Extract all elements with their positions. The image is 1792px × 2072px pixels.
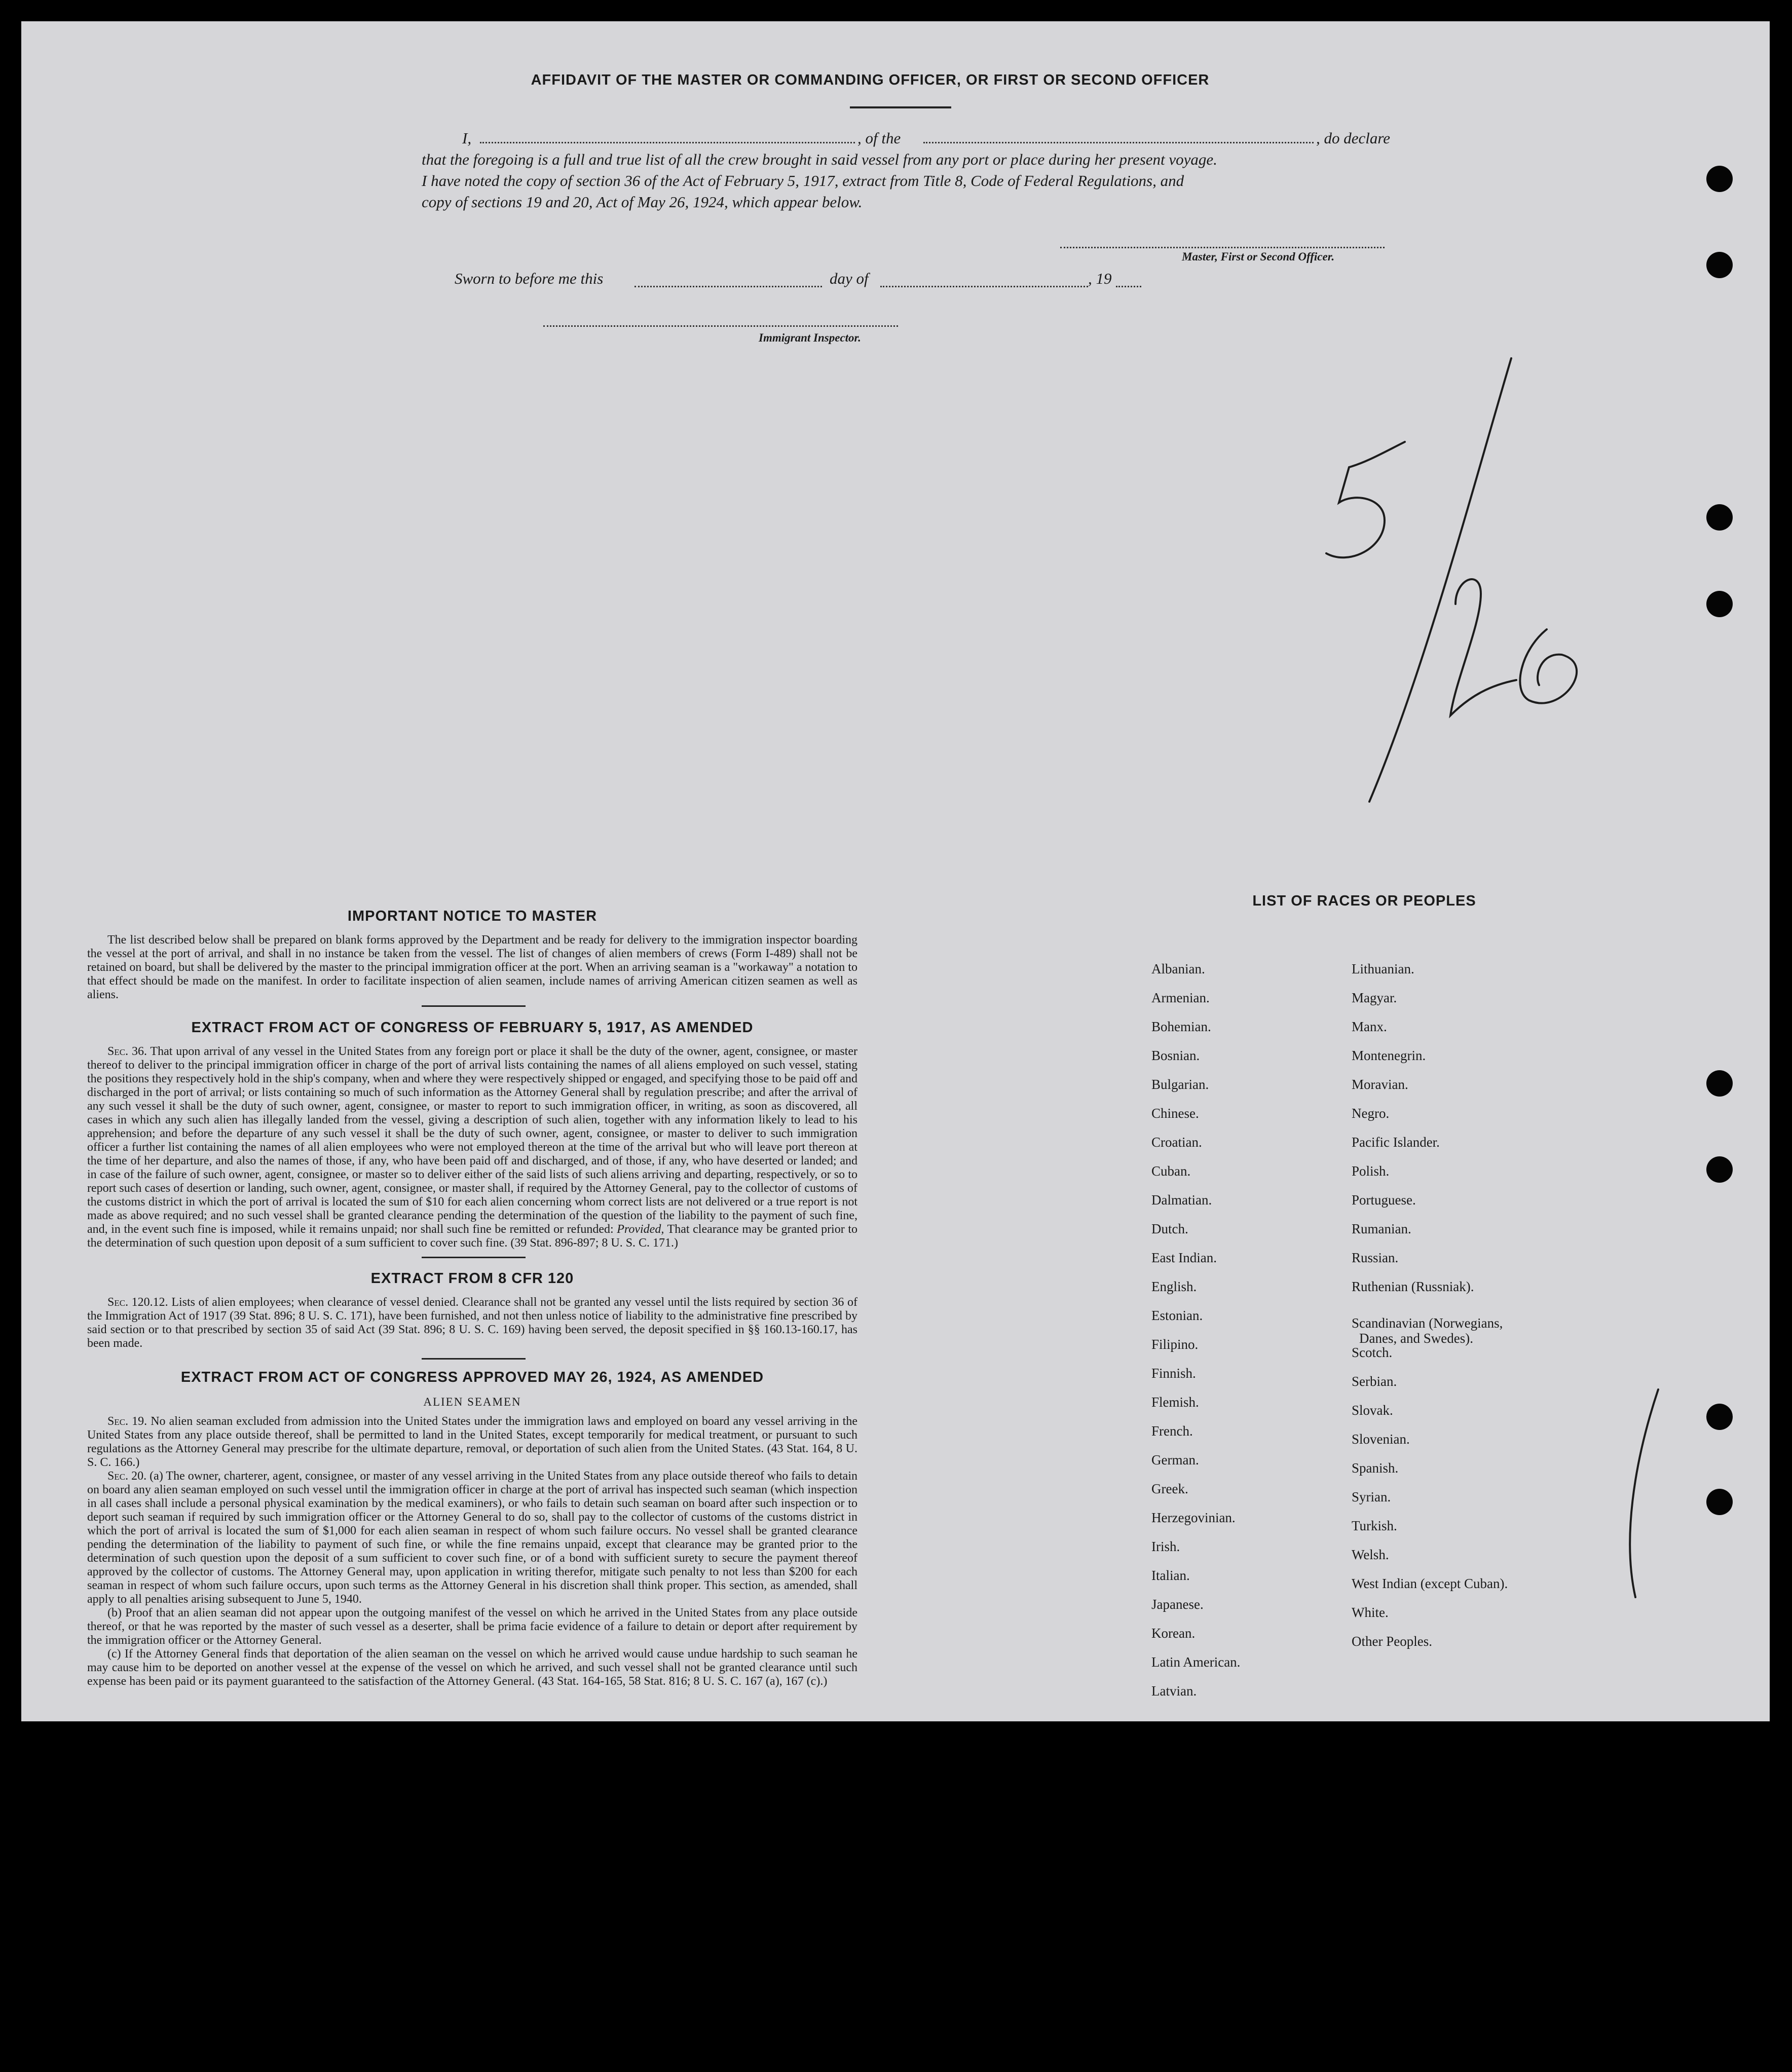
sworn-label: Sworn to before me this bbox=[455, 270, 604, 287]
race-item: Pacific Islander. bbox=[1352, 1135, 1440, 1150]
handwritten-6 bbox=[1520, 629, 1577, 703]
sec120-label: Sec. 120.12. bbox=[107, 1296, 168, 1309]
sec20c-text: (c) If the Attorney General finds that deportation of the alien seaman on the vessel on which he arrived would cause undue hardship to such seaman he may cause him to be deported on another vessel at the expense of the vessel on which he arrived, and such vessel shall not be granted clearance until such expense has been paid or its payment guaranteed to the satisfaction of the Attorney General. (43 Stat. 164-165, 58 Stat. 816; 8 U. S. C. 167 (a), 167 (c).) bbox=[87, 1647, 857, 1688]
day-of-label: day of bbox=[830, 270, 869, 287]
race-item: Irish. bbox=[1151, 1539, 1180, 1554]
provided-label: Provided, bbox=[617, 1223, 664, 1236]
sec36-text: That upon arrival of any vessel in the United States from any foreign port or place it shall be the duty of the owner, agent, consignee, or master thereof to deliver to the principal immigration officer in charge of the port of arrival lists containing the names of all aliens employed on such vessel, stating the positions they respectively hold in the ship's company, when and where they were respectively shipped or engaged, and specifying those to be paid off and discharged in the port of arrival; or lists containing so much of such information as the Attorney General shall by regulation prescribe; and after the arrival of any such vessel it shall be the duty of such owner, agent, consignee, or master to report to such immigration officer, in writing, as soon as discovered, all cases in which any such alien has illegally landed from the vessel, giving a description of such alien, together with any information likely to lead to his apprehension; and before the departure of any such vessel it shall be the duty of such owner, agent, consignee, or master to deliver to such immigration officer a further list containing the names of all alien employees who were not employed thereon at the time of the arrival but who will leave port thereon at the time of her departure, and also the names of those, if any, who have been paid off and discharged, and of those, if any, who have deserted or landed; and in case of the failure of such owner, agent, consignee, or master so to deliver either of the said lists of such aliens arriving and departing, respectively, or so to report such cases of desertion or landing, such owner, agent, consignee, or master shall, if required by the Attorney General, pay to the collector of customs of the customs district in which the port of arrival is located the sum of $10 for each alien concerning whom correct lists are not delivered or a true report is not made as above required; and no such vessel shall be granted clearance pending the determination of the question of the liability to the payment of such fine, and, in the event such fine is imposed, while it remains unpaid; nor shall such fine be remitted or refunded: bbox=[87, 1045, 857, 1236]
extract-1917-title: EXTRACT FROM ACT OF CONGRESS OF FEBRUARY 5, 1917, AS AMENDED bbox=[191, 1020, 754, 1036]
race-item: Flemish. bbox=[1151, 1395, 1199, 1410]
handwritten-margin-stroke bbox=[1630, 1389, 1658, 1597]
race-item: Russian. bbox=[1352, 1250, 1399, 1265]
year-label: , 19 bbox=[1088, 270, 1112, 287]
document-page bbox=[21, 21, 1770, 1721]
sec120-text: Lists of alien employees; when clearance of vessel denied. Clearance shall not be granted any vessel until the lists required by section 36 of the Immigration Act of 1917 (39 Stat. 896; 8 U. S. C. 171), have been furnished, and not then unless notice of liability to the administrative fine prescribed by said section or to that prescribed by section 35 of said Act (39 Stat. 896; 8 U. S. C. 169) having been served, the deposit specified in §§ 160.13-160.17, has been made. bbox=[87, 1296, 857, 1350]
races-title: LIST OF RACES OR PEOPLES bbox=[1252, 893, 1476, 909]
binder-hole bbox=[1706, 504, 1733, 531]
extract-1924-title: EXTRACT FROM ACT OF CONGRESS APPROVED MAY 26, 1924, AS AMENDED bbox=[180, 1369, 764, 1385]
affidavit-line1: that the foregoing is a full and true list of all the crew brought in said vessel from any port or place during her present voyage. bbox=[422, 150, 1217, 168]
race-item: Bulgarian. bbox=[1151, 1077, 1209, 1092]
race-item: Spanish. bbox=[1352, 1460, 1399, 1476]
handwriting-text: 5/26 bbox=[21, 21, 22, 22]
race-item: Italian. bbox=[1151, 1568, 1190, 1583]
race-item: Cuban. bbox=[1151, 1163, 1191, 1179]
race-item: Moravian. bbox=[1352, 1077, 1408, 1092]
race-item: Slovenian. bbox=[1352, 1431, 1410, 1447]
race-item: Serbian. bbox=[1352, 1374, 1397, 1389]
race-item: Croatian. bbox=[1151, 1135, 1202, 1150]
affidavit-line2: I have noted the copy of section 36 of the Act of February 5, 1917, extract from Title 8, Code of Federal Regulations, and bbox=[422, 172, 1184, 190]
race-item: Danes, and Swedes). bbox=[1359, 1331, 1473, 1346]
sec20b-text: (b) Proof that an alien seaman did not appear upon the outgoing manifest of the vessel on which he arrived in the United States from any place outside thereof, or that he was reported by the master of such vessel as a deserter, shall be prima facie evidence of a failure to detain or deport after requirement by the immigration officer or the Attorney General. bbox=[87, 1606, 857, 1647]
binder-hole bbox=[1706, 591, 1733, 617]
race-item: Rumanian. bbox=[1352, 1221, 1411, 1236]
race-item: Chinese. bbox=[1151, 1106, 1199, 1121]
extract-cfr-title: EXTRACT FROM 8 CFR 120 bbox=[370, 1270, 574, 1287]
race-item: Dutch. bbox=[1151, 1221, 1188, 1236]
race-item: Dalmatian. bbox=[1151, 1192, 1212, 1208]
binder-hole bbox=[1706, 1489, 1733, 1515]
race-item: West Indian (except Cuban). bbox=[1352, 1576, 1508, 1591]
inspector-signature-label: Immigrant Inspector. bbox=[759, 331, 861, 344]
race-item: Other Peoples. bbox=[1352, 1634, 1432, 1649]
notice-paragraph: The list described below shall be prepared on blank forms approved by the Department and be ready for delivery to the immigration inspector boarding the vessel at the port of arrival, and shall in no instance be taken from the vessel. The list of changes of alien members of crews (Form I-489) shall not be retained on board, but shall be delivered by the master to the principal immigration officer at the port. When an arriving seaman is a "workaway" a notation to that effect should be made on the manifest. In order to facilitate inspection of alien seamen, include names of arriving American citizen seamen as well as aliens. bbox=[87, 933, 857, 1001]
binder-hole bbox=[1706, 1156, 1733, 1183]
affidavit-title: AFFIDAVIT OF THE MASTER OR COMMANDING OFFICER, OR FIRST OR SECOND OFFICER bbox=[531, 72, 1210, 88]
handwritten-slash bbox=[1369, 358, 1511, 802]
race-item: Latin American. bbox=[1151, 1654, 1241, 1670]
race-item: Ruthenian (Russniak). bbox=[1352, 1279, 1474, 1294]
race-item: Negro. bbox=[1352, 1106, 1390, 1121]
affidavit-do-declare: , do declare bbox=[1316, 129, 1391, 147]
handwritten-annotation bbox=[21, 21, 1770, 1721]
race-item: Latvian. bbox=[1151, 1683, 1197, 1699]
race-item: Manx. bbox=[1352, 1019, 1387, 1034]
master-signature-label: Master, First or Second Officer. bbox=[1182, 250, 1335, 263]
race-item: Syrian. bbox=[1352, 1489, 1391, 1504]
affidavit-of-the: , of the bbox=[857, 129, 901, 147]
affidavit-i: I, bbox=[462, 129, 472, 147]
race-item: Slovak. bbox=[1352, 1403, 1393, 1418]
race-item: Korean. bbox=[1151, 1626, 1196, 1641]
race-item: Magyar. bbox=[1352, 990, 1397, 1005]
handwritten-5 bbox=[1326, 442, 1405, 557]
sec19-label: Sec. 19. bbox=[107, 1415, 147, 1428]
sec36-label: Sec. 36. bbox=[107, 1045, 147, 1058]
race-item: German. bbox=[1151, 1452, 1199, 1467]
race-item: White. bbox=[1352, 1605, 1389, 1620]
binder-hole bbox=[1706, 1070, 1733, 1097]
affidavit-line3: copy of sections 19 and 20, Act of May 26, 1924, which appear below. bbox=[422, 193, 863, 211]
race-item: Filipino. bbox=[1151, 1337, 1199, 1352]
notice-title: IMPORTANT NOTICE TO MASTER bbox=[347, 908, 598, 924]
race-item: Lithuanian. bbox=[1352, 961, 1414, 976]
race-item: Estonian. bbox=[1151, 1308, 1203, 1323]
handwritten-2 bbox=[1450, 579, 1516, 715]
race-item: Polish. bbox=[1352, 1163, 1390, 1179]
sec20a-text: (a) The owner, charterer, agent, consignee, or master of any vessel arriving in the United States from any place outside thereof who fails to detain on board any alien seaman employed on such vessel until the immigration officer in charge at the port of arrival has inspected such seaman (which inspection in all cases shall include a personal physical examination by the medical examiners), or who fails to detain such seaman on board after such inspection or to deport such seaman if required by such immigration officer or the Attorney General to do so, shall pay to the collector of customs of the customs district in which the port of arrival is located the sum of $1,000 for each alien seaman in respect of whom such failure occurs. No vessel shall be granted clearance pending the determination of the liability to payment of such fine, or while the fine remains unpaid, except that clearance may be granted prior to the determination of such question upon the deposit of a sum sufficient to cover such fine, or of a bond with sufficient surety to secure the payment thereof approved by the collector of customs. The Attorney General may, upon application in writing therefor, mitigate such penalty to not less than $200 for each seaman in respect of whom such failure occurs, upon such terms as the Attorney General in his discretion shall think proper. This section, as amended, shall apply to all penalties arising subsequent to June 5, 1940. bbox=[87, 1470, 858, 1606]
race-item: Greek. bbox=[1151, 1481, 1188, 1496]
race-item: Scandinavian (Norwegians, bbox=[1352, 1315, 1503, 1331]
race-item: Bosnian. bbox=[1151, 1048, 1200, 1063]
race-item: French. bbox=[1151, 1423, 1193, 1439]
race-item: East Indian. bbox=[1151, 1250, 1217, 1265]
race-item: Scotch. bbox=[1352, 1345, 1393, 1360]
race-item: Montenegrin. bbox=[1352, 1048, 1426, 1063]
sec19-text: No alien seaman excluded from admission into the United States under the immigration laws and employed on board any vessel arriving in the United States from any place outside thereof, shall be permitted to land in the United States, except temporarily for medical treatment, or pursuant to such regulations as the Attorney General may prescribe for the ultimate departure, removal, or deportation of such alien from the United States. (43 Stat. 164, 8 U. S. C. 166.) bbox=[87, 1415, 858, 1469]
race-item: Japanese. bbox=[1151, 1597, 1204, 1612]
race-item: Albanian. bbox=[1151, 961, 1205, 976]
race-item: Welsh. bbox=[1352, 1547, 1389, 1562]
race-item: English. bbox=[1151, 1279, 1197, 1294]
race-item: Turkish. bbox=[1352, 1518, 1397, 1533]
binder-hole bbox=[1706, 1404, 1733, 1430]
race-item: Armenian. bbox=[1151, 990, 1210, 1005]
binder-hole bbox=[1706, 252, 1733, 278]
sec36-text-2: That clearance may be granted prior to the determination of such question upon deposit of a sum sufficient to cover such fine. (39 Stat. 896-897; 8 U. S. C. 171.) bbox=[87, 1223, 857, 1250]
race-item: Finnish. bbox=[1151, 1366, 1196, 1381]
alien-seamen-subtitle: ALIEN SEAMEN bbox=[423, 1396, 521, 1408]
race-item: Bohemian. bbox=[1151, 1019, 1211, 1034]
race-item: Herzegovinian. bbox=[1151, 1510, 1236, 1525]
binder-hole bbox=[1706, 166, 1733, 192]
sec20-label: Sec. 20. bbox=[107, 1470, 147, 1483]
race-item: Portuguese. bbox=[1352, 1192, 1416, 1208]
